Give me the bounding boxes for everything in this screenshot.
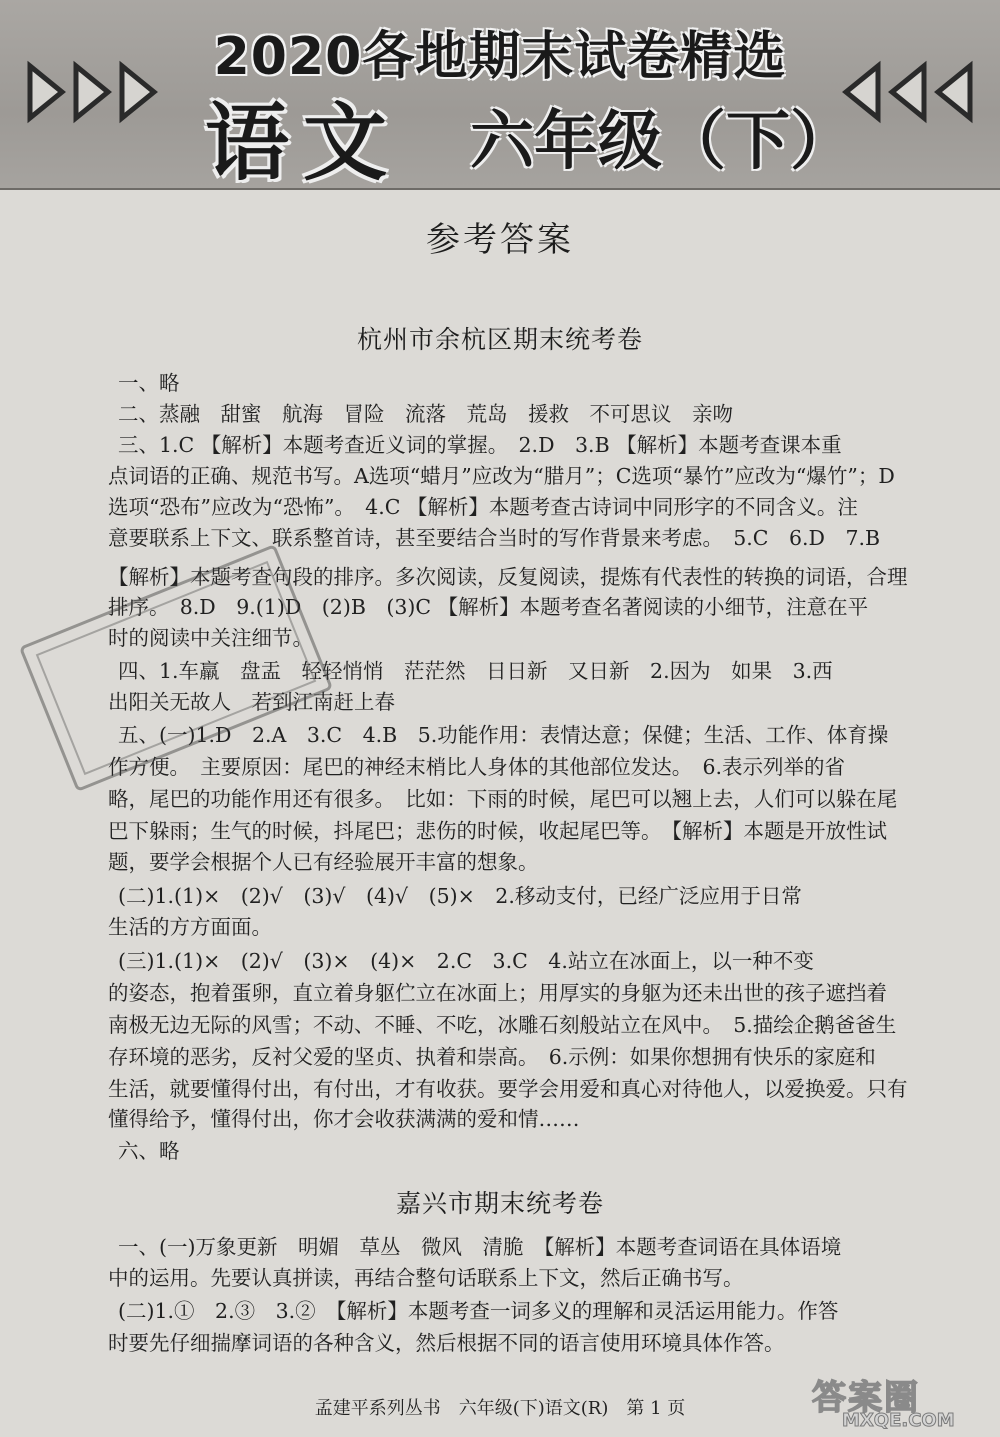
answer-line: 五、(一)1.D 2.A 3.C 4.B 5.功能作用：表情达意；保健；生活、工作、体育操 [118, 723, 889, 747]
answer-line: 时的阅读中关注细节。 [108, 626, 313, 650]
answer-line: 存环境的恶劣，反衬父爱的坚贞、执着和崇高。 6.示例：如果你想拥有快乐的家庭和 [108, 1045, 876, 1069]
watermark-url: MXQE.COM [842, 1410, 955, 1431]
answer-line: (二)1.① 2.③ 3.② 【解析】本题考查一词多义的理解和灵活运用能力。作答 [118, 1299, 839, 1323]
answer-line: 六、略 [118, 1139, 180, 1163]
answer-line: 三、1.C 【解析】本题考查近义词的掌握。 2.D 3.B 【解析】本题考查课本重 [118, 433, 842, 457]
page-footer: 孟建平系列丛书 六年级(下)语文(R) 第 1 页 [314, 1398, 686, 1419]
answer-line: (三)1.(1)× (2)√ (3)× (4)× 2.C 3.C 4.站立在冰面上，以一种不变 [118, 949, 814, 973]
site-watermark [812, 1370, 982, 1432]
answer-line: 懂得给予，懂得付出，你才会收获满满的爱和情…… [108, 1107, 580, 1131]
answer-line: 生活的方方面面。 [108, 915, 272, 939]
grade-title: 六年级（下） [470, 105, 854, 179]
answer-line: 南极无边无际的风雪；不动、不睡、不吃，冰雕石刻般站立在风中。 5.描绘企鹅爸爸生 [108, 1013, 897, 1037]
answer-line: 四、1.车羸 盘盂 轻轻悄悄 茫茫然 日日新 又日新 2.因为 如果 3.西 [118, 659, 833, 683]
answer-line: 作方便。 主要原因：尾巴的神经末梢比人身体的其他部位发达。 6.表示列举的省 [108, 755, 846, 779]
answer-line: 题，要学会根据个人已有经验展开丰富的想象。 [108, 850, 539, 874]
answer-line: 生活，就要懂得付出，有付出，才有收获。要学会用爱和真心对待他人，以爱换爱。只有 [108, 1077, 908, 1101]
answer-line: 一、略 [118, 371, 180, 395]
watermark-logo-text: 答案圈 [812, 1378, 920, 1418]
subject-title: 语文 [205, 94, 402, 192]
answer-line: 【解析】本题考查句段的排序。多次阅读，反复阅读，提炼有代表性的转换的词语，合理 [108, 565, 908, 589]
answer-line: 排序。 8.D 9.(1)D (2)B (3)C 【解析】本题考查名著阅读的小细节，注意在平 [108, 595, 869, 619]
answer-line: 二、蒸融 甜蜜 航海 冒险 流落 荒岛 援救 不可思议 亲吻 [118, 402, 733, 426]
answer-line: 时要先仔细揣摩词语的各种含义，然后根据不同的语言使用环境具体作答。 [108, 1331, 785, 1355]
answer-line: 选项“恐布”应改为“恐怖”。 4.C 【解析】本题考查古诗词中同形字的不同含义。注 [108, 495, 858, 519]
header-banner [0, 0, 1000, 190]
answer-line: 巴下躲雨；生气的时候，抖尾巴；悲伤的时候，收起尾巴等。 【解析】本题是开放性试 [108, 819, 887, 843]
answer-line: 点词语的正确、规范书写。A选项“蜡月”应改为“腊月”；C选项“暴竹”应改为“爆竹”；D [108, 464, 895, 488]
answer-line: 的姿态，抱着蛋卵，直立着身躯伫立在冰面上；用厚实的身躯为还未出世的孩子遮挡着 [108, 981, 887, 1005]
section-title-jiaxing: 嘉兴市期末统考卷 [395, 1189, 604, 1218]
series-title: 2020各地期末试卷精选 [213, 27, 787, 87]
answer-line: 中的运用。先要认真拼读，再结合整句话联系上下文，然后正确书写。 [108, 1266, 744, 1290]
answer-line: 出阳关无故人 若到江南赶上春 [108, 690, 395, 714]
page-title: 参考答案 [426, 220, 574, 260]
answer-line: 一、(一)万象更新 明媚 草丛 微风 清脆 【解析】本题考查词语在具体语境 [118, 1235, 842, 1259]
answer-line: 略，尾巴的功能作用还有很多。 比如：下雨的时候，尾巴可以翘上去，人们可以躲在尾 [108, 787, 898, 811]
section-title-yuhang: 杭州市余杭区期末统考卷 [356, 325, 643, 354]
answer-line: (二)1.(1)× (2)√ (3)√ (4)√ (5)× 2.移动支付，已经广泛应用于日常 [118, 884, 802, 908]
answer-line: 意要联系上下文、联系整首诗，甚至要结合当时的写作背景来考虑。 5.C 6.D 7.B [108, 526, 881, 550]
